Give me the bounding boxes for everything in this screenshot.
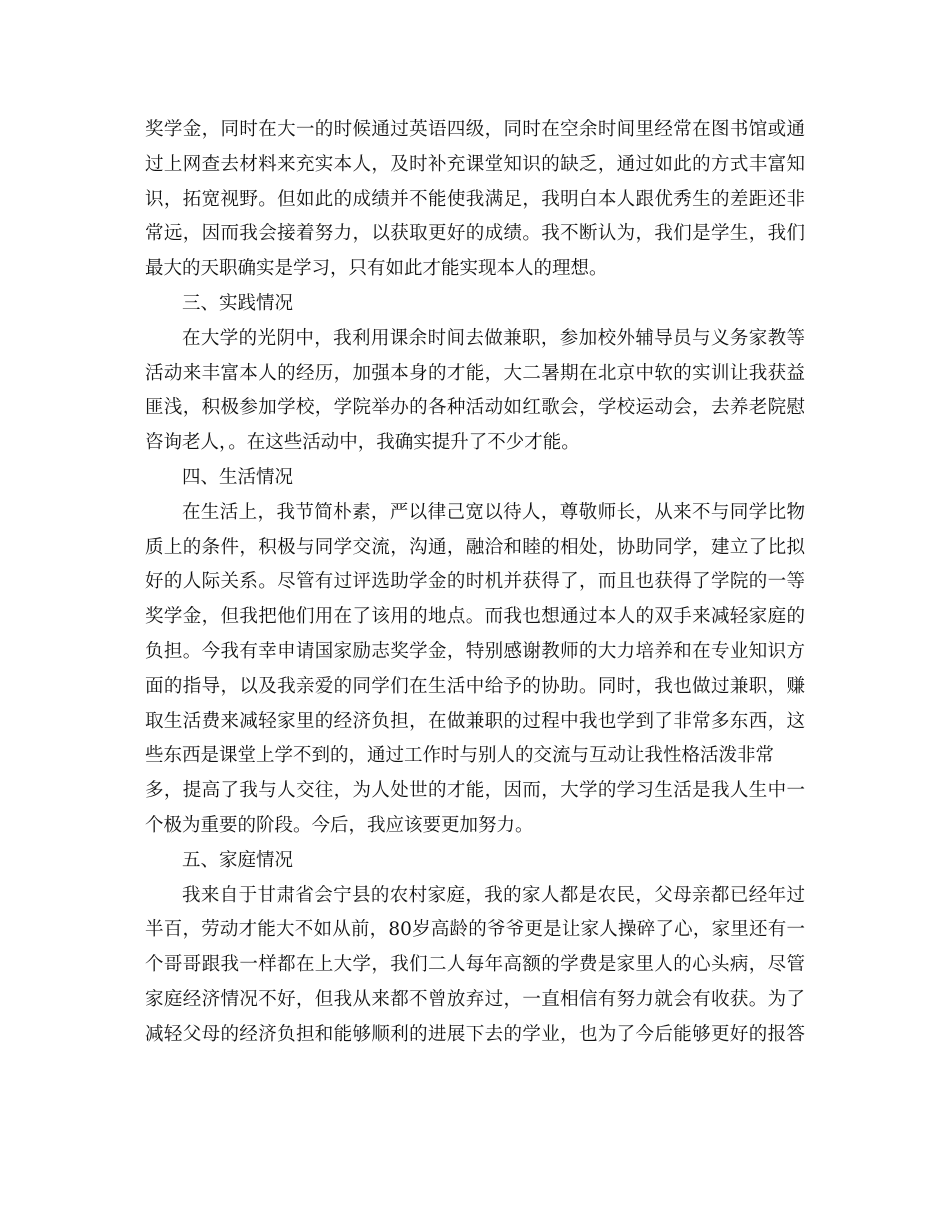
text-line: 常远，因而我会接着努力，以获取更好的成绩。我不断认为，我们是学生，我们 [145, 223, 805, 245]
text-line: 我来自于甘肃省会宁县的农村家庭，我的家人都是农民，父母亲都已经年过 [182, 884, 805, 906]
text-line: 质上的条件，积极与同学交流，沟通，融洽和睦的相处，协助同学，建立了比拟 [145, 536, 805, 558]
text-line: 好的人际关系。尽管有过评选助学金的时机并获得了，而且也获得了学院的一等 [145, 571, 805, 593]
text-line: 半百，劳动才能大不如从前，80岁高龄的爷爷更是让家人操碎了心，家里还有一 [145, 919, 805, 941]
text-line: 咨询老人，。在这些活动中，我确实提升了不少才能。 [145, 432, 580, 454]
text-line: 个极为重要的阶段。今后，我应该要更加努力。 [145, 814, 534, 836]
text-line: 在大学的光阴中，我利用课余时间去做兼职，参加校外辅导员与义务家教等 [182, 327, 805, 349]
text-line: 个哥哥跟我一样都在上大学，我们二人每年高额的学费是家里人的心头病，尽管 [145, 954, 805, 976]
text-line: 奖学金，但我把他们用在了该用的地点。而我也想通过本人的双手来减轻家庭的 [145, 606, 805, 628]
section-heading-life: 四、生活情况 [182, 466, 294, 488]
text-line: 活动来丰富本人的经历，加强本身的才能，大二暑期在北京中软的实训让我获益 [145, 362, 805, 384]
text-line: 负担。今我有幸申请国家励志奖学金，特别感谢教师的大力培养和在专业知识方 [145, 640, 805, 662]
text-line: 匪浅，积极参加学校，学院举办的各种活动如红歌会，学校运动会，去养老院慰 [145, 397, 805, 419]
text-line: 些东西是课堂上学不到的，通过工作时与别人的交流与互动让我性格活泼非常 [145, 745, 775, 767]
text-line: 最大的天职确实是学习，只有如此才能实现本人的理想。 [145, 258, 608, 280]
text-line: 家庭经济情况不好，但我从来都不曾放弃过，一直相信有努力就会有收获。为了 [145, 988, 805, 1010]
text-line: 多，提高了我与人交往，为人处世的才能，因而，大学的学习生活是我人生中一 [145, 780, 805, 802]
text-line: 面的指导，以及我亲爱的同学们在生活中给予的协助。同时，我也做过兼职，赚 [145, 675, 805, 697]
section-heading-practice: 三、实践情况 [182, 292, 294, 314]
text-line: 奖学金，同时在大一的时候通过英语四级，同时在空余时间里经常在图书馆或通 [145, 119, 805, 140]
text-line: 减轻父母的经济负担和能够顺利的进展下去的学业，也为了今后能够更好的报答 [145, 1023, 805, 1045]
text-line: 识，拓宽视野。但如此的成绩并不能使我满足，我明白本人跟优秀生的差距还非 [145, 188, 805, 210]
text-line: 过上网查去材料来充实本人，及时补充课堂知识的缺乏，通过如此的方式丰富知 [145, 153, 805, 175]
text-line: 在生活上，我节简朴素，严以律己宽以待人，尊敬师长，从来不与同学比物 [182, 501, 805, 523]
section-heading-family: 五、家庭情况 [182, 849, 294, 871]
text-line: 取生活费来减轻家里的经济负担，在做兼职的过程中我也学到了非常多东西，这 [145, 710, 805, 732]
body-text [145, 113, 805, 1053]
